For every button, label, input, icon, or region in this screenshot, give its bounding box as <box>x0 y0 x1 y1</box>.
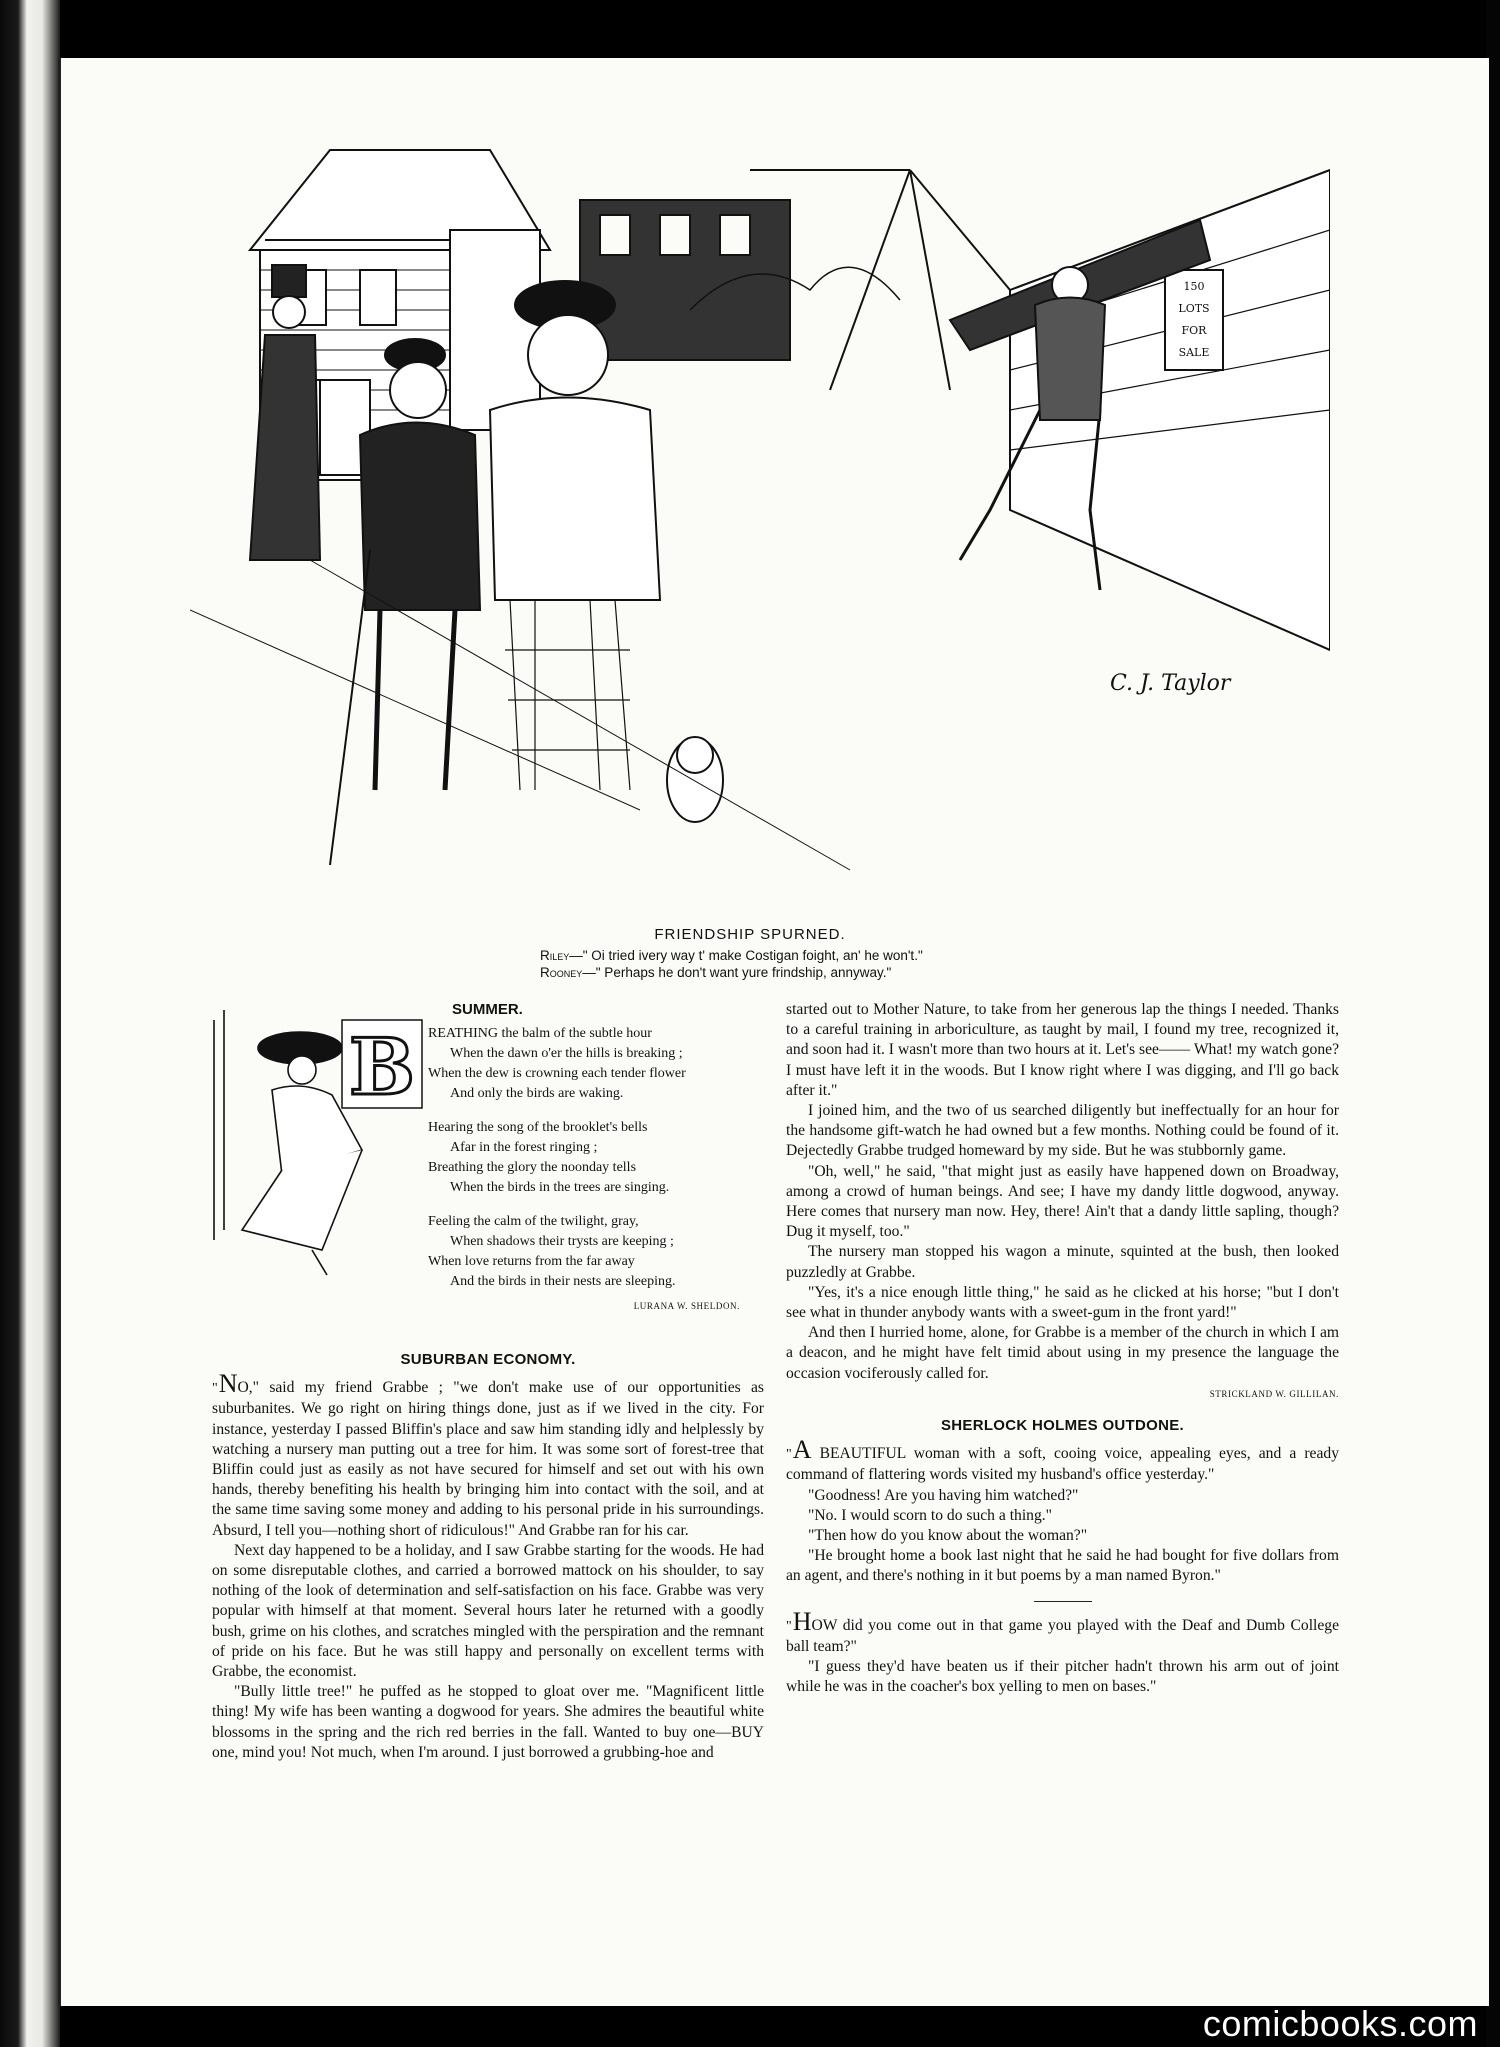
speaker-riley: Riley <box>540 948 570 963</box>
site-watermark: comicbooks.com <box>1202 2003 1478 2044</box>
poem-line: When the dawn o'er the hills is breaking ; <box>450 1046 683 1061</box>
suburban-paragraph-8: "Yes, it's a nice enough little thing," he said as he clicked at his horse; "but I don't see what in thunder anybody wants with a sweet-gum in the front yard!" <box>786 1283 1339 1322</box>
joke-paragraph-2: "I guess they'd have beaten us if their pitcher hadn't thrown his arm out of joint while he was in the coacher's box yelling to men on bases." <box>786 1658 1339 1696</box>
poem-line: Afar in the forest ringing ; <box>450 1140 598 1155</box>
poem-line: Breathing the glory the noonday tells <box>428 1160 637 1175</box>
sherlock-paragraph-4: "Then how do you know about the woman?" <box>808 1527 1088 1545</box>
artist-signature: C. J. Taylor <box>1110 671 1231 696</box>
poem-line: When shadows their trysts are keeping ; <box>450 1234 674 1249</box>
poem-stanza-3 <box>428 1212 758 1292</box>
poem-line: Feeling the calm of the twilight, gray, <box>428 1214 639 1229</box>
suburban-paragraph-4: started out to Mother Nature, to take from her generous lap the things I needed. Thanks to a careful training in arboriculture, as taught by mail, I found my tree, recognized it, and soon had it. I wasn't more than two hours at it. Let's see—— What! my watch gone? I must have left it in the woods. But I know right where I was digging, and I'll go back after it." <box>786 1001 1339 1099</box>
poem-line: Hearing the song of the brooklet's bells <box>428 1120 648 1135</box>
rooney-quote: —" Perhaps he don't want yure frindship, annyway." <box>582 965 892 980</box>
summer-poem <box>428 1000 758 1316</box>
poem-line: And the birds in their nests are sleeping. <box>450 1274 676 1289</box>
dropcap-n: N <box>218 1369 238 1399</box>
suburban-paragraph-9: And then I hurried home, alone, for Grabbe is a member of the church in which I am a deacon, and he might have felt timid about using in my presence the language the occasion vociferously called for. <box>786 1324 1339 1382</box>
opening-quote: " <box>786 1618 793 1634</box>
poem-title: SUMMER. <box>452 1001 523 1018</box>
poem-author: LURANA W. SHELDON. <box>633 1301 740 1311</box>
sherlock-title: SHERLOCK HOLMES OUTDONE. <box>940 1417 1185 1435</box>
dropcap-h: H <box>792 1606 812 1636</box>
sign-line-4: SALE <box>1178 346 1210 359</box>
sign-line-3: FOR <box>1181 324 1207 337</box>
poem-line: And only the birds are waking. <box>450 1086 624 1101</box>
sherlock-paragraph-3: "No. I would scorn to do such a thing." <box>808 1506 1053 1524</box>
brick-building <box>580 200 790 360</box>
suburban-paragraph-5: I joined him, and the two of us searched diligently but ineffectually for an hour for the handsome gift-watch he had owned but a few months. Nothing could be found of it. Dejectedly Grabbe trudged homeward by my side. But he was stubbornly game. <box>786 1102 1339 1160</box>
dropcap-a: A <box>792 1435 812 1465</box>
summer-dropcap-ornament <box>340 1018 424 1110</box>
cartoon-illustration <box>190 90 1330 920</box>
suburban-paragraph-7: The nursery man stopped his wagon a minute, squinted at the bush, then looked puzzledly at Grabbe. <box>786 1243 1339 1281</box>
bulldog <box>667 737 723 822</box>
joke-p1-text: OW did you come out in that game you played with the Deaf and Dumb College ball team?" <box>786 1616 1339 1655</box>
opening-quote: " <box>786 1447 793 1463</box>
left-column <box>212 1350 764 1763</box>
dropcap-letter: B <box>349 1022 415 1110</box>
joke-paragraph-1 <box>786 1606 1339 1657</box>
cartoon-caption-title: FRIENDSHIP SPURNED. <box>654 926 846 943</box>
poem-line: When the dew is crowning each tender flower <box>428 1066 686 1081</box>
poem-line: When the birds in the trees are singing. <box>450 1180 670 1195</box>
poem-stanza-2 <box>428 1118 758 1198</box>
sign-line-1: 150 <box>1183 280 1205 293</box>
dialogue-line-1 <box>540 947 1100 964</box>
riley-quote: —" Oi tried ivery way t' make Costigan foight, an' he won't." <box>569 948 923 963</box>
suburban-paragraph-1 <box>212 1369 764 1541</box>
suburban-economy-title: SUBURBAN ECONOMY. <box>400 1351 576 1368</box>
suburban-paragraph-6: "Oh, well," he said, "that might just as easily have happened down on Broadway, among a crowd of human beings. And see; I have my dandy little dogwood, anyway. Here comes that nursery man now. Hey, there! Ain't that a dandy little sapling, though? Dug it myself, too." <box>786 1162 1339 1241</box>
opening-quote: " <box>212 1381 219 1397</box>
cartoon-dialogue <box>540 947 1100 981</box>
poem-line: REATHING the balm of the subtle hour <box>428 1026 652 1041</box>
section-divider <box>1034 1601 1092 1602</box>
speaker-rooney: Rooney <box>540 965 583 980</box>
dialogue-line-2 <box>540 964 1100 981</box>
suburban-paragraph-3: "Bully little tree!" he puffed as he stopped to gloat over me. "Magnificent little thing! My wife has been wanting a dogwood for years. She admires the beautiful white blossoms in the spring and the rich red berries in the fall. Wanted to buy one—BUY one, mind you! Not much, when I'm around. I just borrowed a grubbing-hoe and <box>212 1683 764 1761</box>
sherlock-paragraph-5: "He brought home a book last night that he said he had bought for five dollars from an agent, and there's nothing in it but poems by a man named Byron." <box>786 1547 1339 1585</box>
suburban-p1-text: O," said my friend Grabbe ; "we don't make use of our opportunities as suburbanites. We go right on hiring things done, just as if we lived in the city. For instance, yesterday I passed Bliffin's place and saw him standing idly and helplessly by watching a nursery man putting out a tree for him. It was some sort of forest-tree that Bliffin could just as easily as not have secured for himself and set out with his own hands, thereby benefiting his health by bringing him into contact with the soil, and at the same time saving some money and adding to his personal pride in his surroundings. Absurd, I tell you—nothing short of ridiculous!" And Grabbe ran for his car. <box>212 1379 764 1539</box>
right-column <box>786 1000 1339 1698</box>
poem-stanza-1 <box>428 1024 758 1104</box>
sign-line-2: LOTS <box>1178 302 1210 315</box>
suburban-author: STRICKLAND W. GILLILAN. <box>1209 1388 1339 1399</box>
suburban-paragraph-2: Next day happened to be a holiday, and I saw Grabbe starting for the woods. He had on some disreputable clothes, and carried a borrowed mattock on his shoulder, to say nothing of the look of determination and self-satisfaction on his face. Grabbe was very popular with himself at that moment. Several hours later he returned with a goodly bush, grime on his clothes, and scratches mingled with the perspiration and the remnant of pride on his face. But he was still happy and personally on excellent terms with Grabbe, the economist. <box>212 1541 764 1681</box>
sherlock-paragraph-2: "Goodness! Are you having him watched?" <box>808 1486 1079 1504</box>
poem-line: When love returns from the far away <box>428 1254 635 1269</box>
binding-edge <box>0 0 60 2047</box>
sherlock-p1-text: BEAUTIFUL woman with a soft, cooing voice, appealing eyes, and a ready command of flattering words visited my husband's office yesterday." <box>786 1445 1339 1484</box>
sherlock-paragraph-1 <box>786 1435 1339 1485</box>
